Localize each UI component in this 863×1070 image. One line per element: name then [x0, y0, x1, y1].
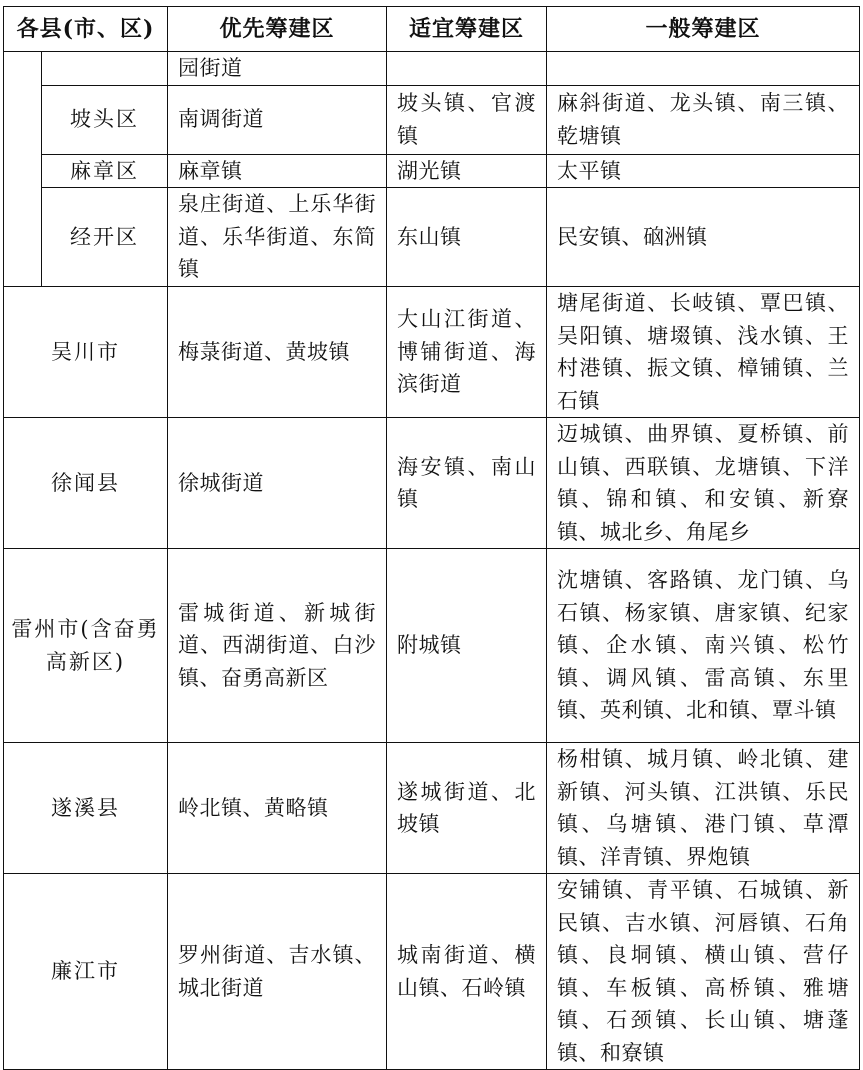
table-row [4, 52, 860, 86]
county-cell: 坡头区 [42, 85, 168, 154]
construction-zone-table [3, 6, 860, 1070]
header-suitable: 适宜筹建区 [387, 7, 547, 52]
continuation-indent-cell [4, 52, 42, 287]
priority-cell: 南调街道 [168, 85, 387, 154]
header-general: 一般筹建区 [547, 7, 860, 52]
general-cell: 民安镇、硇洲镇 [547, 188, 860, 287]
county-cell: 麻章区 [42, 154, 168, 188]
general-cell: 迈城镇、曲界镇、夏桥镇、前山镇、西联镇、龙塘镇、下洋镇、锦和镇、和安镇、新寮镇、城北乡、角尾乡 [547, 418, 860, 549]
county-cell: 吴川市 [4, 287, 168, 418]
suitable-cell: 海安镇、南山镇 [387, 418, 547, 549]
county-cell: 遂溪县 [4, 743, 168, 874]
county-cell: 雷州市(含奋勇高新区) [4, 549, 168, 743]
priority-cell: 岭北镇、黄略镇 [168, 743, 387, 874]
header-priority: 优先筹建区 [168, 7, 387, 52]
priority-cell: 罗州街道、吉水镇、城北街道 [168, 874, 387, 1070]
priority-cell: 麻章镇 [168, 154, 387, 188]
header-row [4, 7, 860, 52]
priority-cell: 雷城街道、新城街道、西湖街道、白沙镇、奋勇高新区 [168, 549, 387, 743]
suitable-cell: 坡头镇、官渡镇 [387, 85, 547, 154]
table-row [4, 874, 860, 1070]
suitable-cell: 湖光镇 [387, 154, 547, 188]
priority-cell: 徐城街道 [168, 418, 387, 549]
table-row [4, 743, 860, 874]
table-row [4, 287, 860, 418]
table-row [4, 418, 860, 549]
suitable-cell: 城南街道、横山镇、石岭镇 [387, 874, 547, 1070]
county-cell [42, 52, 168, 86]
suitable-cell [387, 52, 547, 86]
header-county: 各县(市、区) [4, 7, 168, 52]
priority-cell: 梅菉街道、黄坡镇 [168, 287, 387, 418]
priority-cell: 泉庄街道、上乐华街道、乐华街道、东简镇 [168, 188, 387, 287]
table-row [4, 549, 860, 743]
general-cell [547, 52, 860, 86]
priority-cell: 园街道 [168, 52, 387, 86]
table-row [4, 85, 860, 154]
table-row [4, 188, 860, 287]
suitable-cell: 附城镇 [387, 549, 547, 743]
general-cell: 沈塘镇、客路镇、龙门镇、乌石镇、杨家镇、唐家镇、纪家镇、企水镇、南兴镇、松竹镇、调风镇、雷高镇、东里镇、英利镇、北和镇、覃斗镇 [547, 549, 860, 743]
suitable-cell: 遂城街道、北坡镇 [387, 743, 547, 874]
general-cell: 麻斜街道、龙头镇、南三镇、乾塘镇 [547, 85, 860, 154]
table-row [4, 154, 860, 188]
county-cell: 徐闻县 [4, 418, 168, 549]
general-cell: 塘尾街道、长岐镇、覃巴镇、吴阳镇、塘㙍镇、浅水镇、王村港镇、振文镇、樟铺镇、兰石镇 [547, 287, 860, 418]
general-cell: 杨柑镇、城月镇、岭北镇、建新镇、河头镇、江洪镇、乐民镇、乌塘镇、港门镇、草潭镇、洋青镇、界炮镇 [547, 743, 860, 874]
general-cell: 太平镇 [547, 154, 860, 188]
county-cell: 廉江市 [4, 874, 168, 1070]
general-cell: 安铺镇、青平镇、石城镇、新民镇、吉水镇、河唇镇、石角镇、良垌镇、横山镇、营仔镇、车板镇、高桥镇、雅塘镇、石颈镇、长山镇、塘蓬镇、和寮镇 [547, 874, 860, 1070]
suitable-cell: 东山镇 [387, 188, 547, 287]
county-cell: 经开区 [42, 188, 168, 287]
suitable-cell: 大山江街道、博铺街道、海滨街道 [387, 287, 547, 418]
